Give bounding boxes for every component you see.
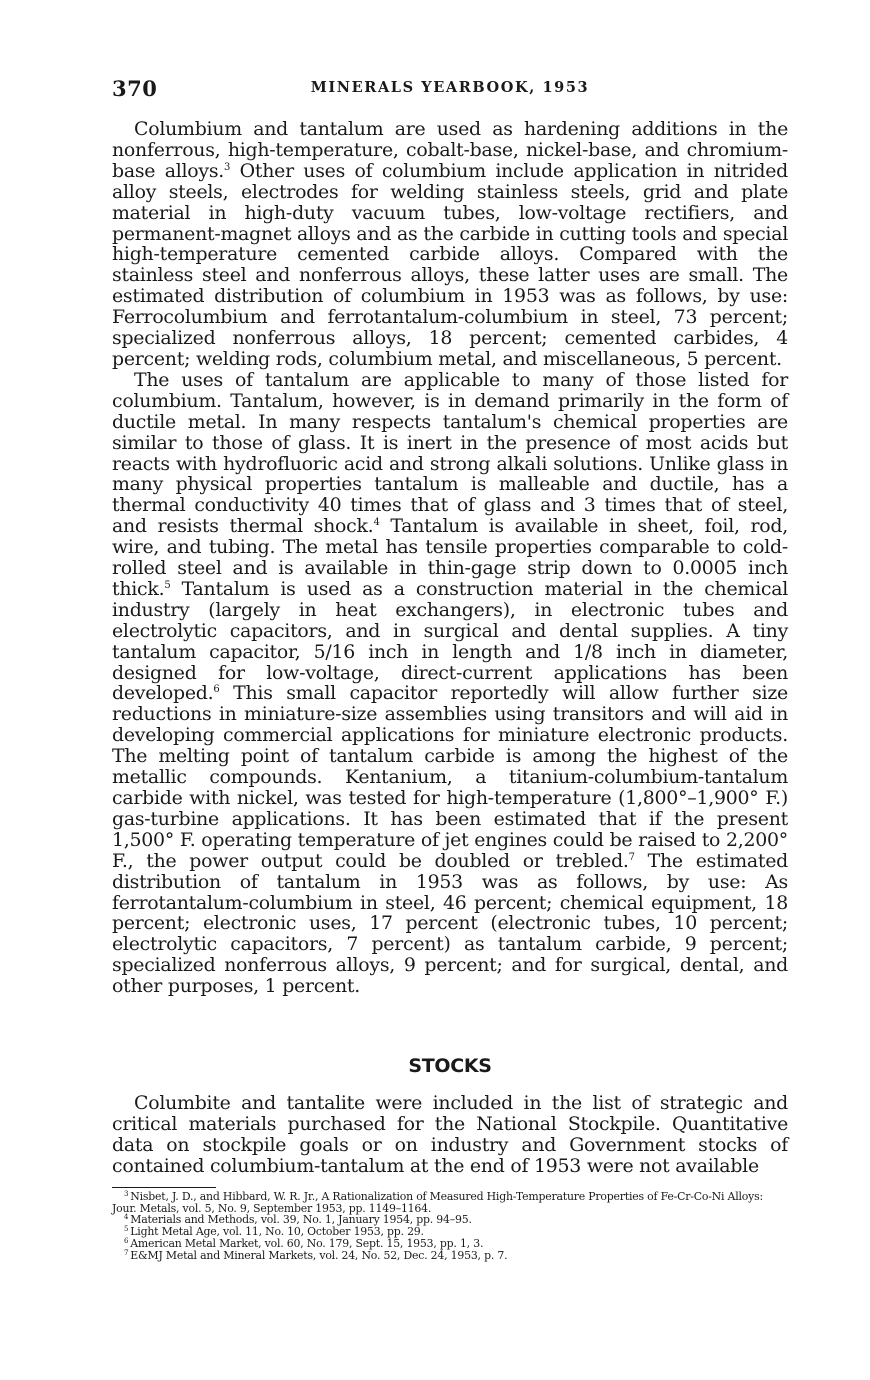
footnote-text: Materials and Methods, vol. 39, No. 1, January 1954, pp. 94–95. bbox=[130, 1213, 472, 1227]
paragraph-text: This small capacitor reportedly will allow further size reductions in miniature-size assemblies using transitors and will aid in developing commercial applications for miniature electronic products. The melting point of tantalum carbide is among the highest of the metallic compounds. Kentanium, a titanium-columbium-tantalum carbide with nickel, was tested for high-temperature (1,800°–1,900° F.) gas-turbine applications. It has been estimated that if the present 1,500° F. operating temperature of jet engines could be raised to 2,200° F., the power output could be doubled or trebled. bbox=[112, 682, 788, 872]
body-text bbox=[112, 119, 788, 997]
paragraph-text: Tantalum is available in sheet, foil, rod, wire, and tubing. The metal has tensile properties comparable to cold-rolled steel and is available in thin-gage strip down to 0.0005 inch thick. bbox=[112, 515, 788, 600]
stocks-section bbox=[112, 1093, 788, 1177]
paragraph-columbium-uses bbox=[112, 119, 788, 370]
footnote-ref: 5 bbox=[164, 579, 171, 591]
footnote-text: Nisbet, J. D., and Hibbard, W. R. Jr., A Rationalization of Measured High-Temperature Properties of Fe-Cr-Co-Ni Alloys: Jour. Metals, vol. 5, No. 9, September 1953, pp. 1149–1164. bbox=[112, 1190, 763, 1215]
footnote-number: 5 bbox=[124, 1225, 129, 1234]
paragraph-text: Tantalum is used as a construction material in the chemical industry (largely in heat exchangers), in electronic tubes and electrolytic capacitors, and in surgical and dental supplies. A tiny tantalum capacitor, 5/16 inch in length and 1/8 inch in diameter, designed for low-voltage, direct-current applications has been developed. bbox=[112, 577, 788, 705]
paragraph-stocks: Columbite and tantalite were included in the list of strategic and critical materials purchased for the National Stockpile. Quantitative data on stockpile goals or on industry and Government stocks of contained columbium-tantalum at the end of 1953 were not available bbox=[112, 1092, 788, 1177]
paragraph-text: The uses of tantalum are applicable to many of those listed for columbium. Tantalum, however, is in demand primarily in the form of ductile metal. In many respects tantalum's chemical properties are similar to those of glass. It is inert in the presence of most acids but reacts with hydrofluoric acid and strong alkali solutions. Unlike glass in many physical properties tantalum is malleable and ductile, has a thermal conductivity 40 times that of glass and 3 times that of steel, and resists thermal shock. bbox=[112, 368, 788, 538]
paragraph-text: The estimated distribution of tantalum in 1953 was as follows, by use: As ferrotantalum-columbium in steel, 46 percent; chemical equipment, 18 percent; electronic uses, 17 percent (electronic tubes, 10 percent; electrolytic capacitors, 7 percent) as tantalum carbide, 9 percent; specialized nonferrous alloys, 9 percent; and for surgical, dental, and other purposes, 1 percent. bbox=[112, 849, 788, 998]
footnote-divider bbox=[112, 1187, 216, 1188]
paragraph-text: Other uses of columbium include application in nitrided alloy steels, electrodes for welding stainless steels, grid and plate material in high-duty vacuum tubes, low-voltage rectifiers, and permanent-magnet alloys and as the carbide in cutting tools and special high-temperature cemented carbide alloys. Compared with the stainless steel and nonferrous alloys, these latter uses are small. The estimated distribution of columbium in 1953 was as follows, by use: Ferrocolumbium and ferrotantalum-columbium in steel, 73 percent; specialized nonferrous alloys, 18 percent; cemented carbides, 4 percent; welding rods, columbium metal, and miscellaneous, 5 percent. bbox=[112, 159, 789, 370]
footnote-number: 6 bbox=[124, 1236, 129, 1245]
footnote-ref: 4 bbox=[373, 517, 380, 529]
footnote bbox=[112, 1191, 788, 1214]
footnote-ref: 3 bbox=[224, 161, 231, 173]
page-number: 370 bbox=[112, 76, 158, 101]
footnote bbox=[112, 1250, 788, 1262]
footnotes bbox=[112, 1191, 788, 1261]
footnote-ref: 6 bbox=[213, 684, 220, 696]
page-header bbox=[112, 76, 788, 102]
footnote-text: American Metal Market, vol. 60, No. 179, Sept. 15, 1953, pp. 1, 3. bbox=[130, 1236, 484, 1250]
footnote-number: 3 bbox=[124, 1190, 129, 1198]
footnote-ref: 7 bbox=[628, 851, 635, 863]
footnote-number: 4 bbox=[124, 1213, 129, 1222]
footnote-text: Light Metal Age, vol. 11, No. 10, October 1953, pp. 29. bbox=[130, 1225, 424, 1239]
footnote-number: 7 bbox=[124, 1248, 129, 1257]
paragraph-text: Columbium and tantalum are used as hardening additions in the nonferrous, high-temperature, cobalt-base, nickel-base, and chromium-base alloys. bbox=[112, 118, 788, 182]
running-title: MINERALS YEARBOOK, 1953 bbox=[310, 79, 590, 96]
section-heading-stocks: STOCKS bbox=[408, 1055, 492, 1077]
paragraph-tantalum-uses bbox=[112, 370, 788, 997]
footnote-text: E&MJ Metal and Mineral Markets, vol. 24, No. 52, Dec. 24, 1953, p. 7. bbox=[130, 1248, 508, 1262]
